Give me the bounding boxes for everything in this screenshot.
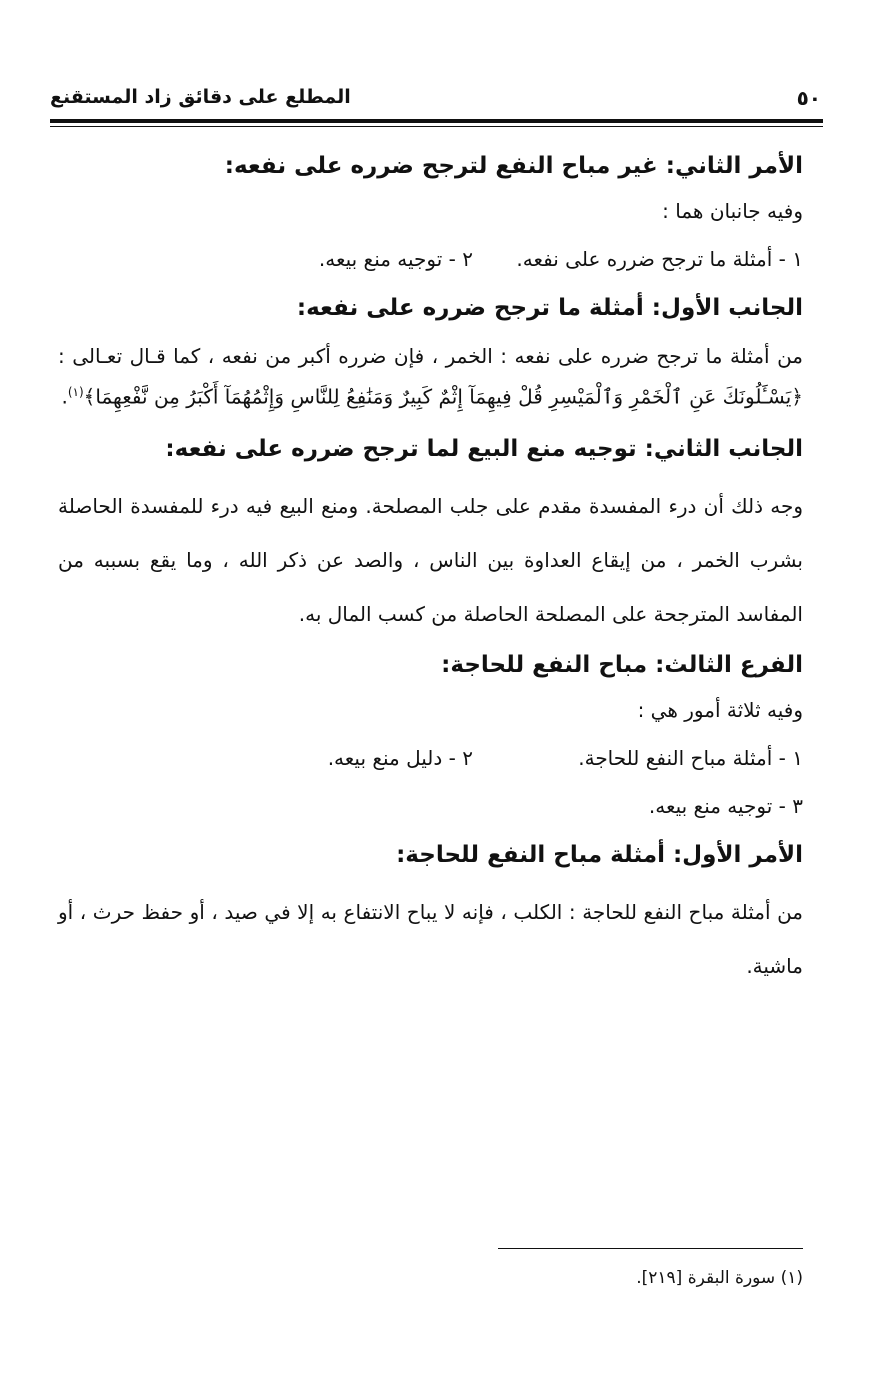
list-item: ١ - أمثلة مباح النفع للحاجة. xyxy=(578,745,803,770)
page-number: ٥٠ xyxy=(796,86,821,110)
footnote-marker: (١) xyxy=(67,385,84,399)
header-rule-thick xyxy=(50,119,823,123)
paragraph-end: . xyxy=(61,384,68,409)
running-title: المطلع على دقائق زاد المستقنع xyxy=(50,86,351,108)
section-heading: الجانب الثاني: توجيه منع البيع لما ترجح ضرره على نفعه: xyxy=(165,435,803,462)
section-heading: الفرع الثالث: مباح النفع للحاجة: xyxy=(441,651,803,678)
numbered-list xyxy=(58,244,803,274)
paragraph: من أمثلة مباح النفع للحاجة : الكلب ، فإنه لا يباح الانتفاع به إلا في صيد ، أو حفظ حرث ، أو ماشية. xyxy=(58,899,803,978)
list-item: ١ - أمثلة ما ترجح ضرره على نفعه. xyxy=(516,247,803,271)
numbered-list xyxy=(58,743,803,773)
paragraph-with-verse xyxy=(58,338,803,415)
list-item: ٢ - توجيه منع بيعه. xyxy=(318,247,473,271)
footnote: (١) سورة البقرة [٢١٩]. xyxy=(636,1268,803,1288)
section-heading: الجانب الأول: أمثلة ما ترجح ضرره على نفعه: xyxy=(296,295,803,321)
section-heading: الأمر الثاني: غير مباح النفع لترجح ضرره على نفعه: xyxy=(224,153,803,179)
list-item: ٢ - دليل منع بيعه. xyxy=(327,745,473,770)
header-rule-thin xyxy=(50,126,823,127)
list-item: ٣ - توجيه منع بيعه. xyxy=(648,793,803,818)
paragraph: وفيه ثلاثة أمور هي : xyxy=(637,697,803,722)
paragraph: وجه ذلك أن درء المفسدة مقدم على جلب المصلحة. ومنع البيع فيه درء للمفسدة الحاصلة بشرب الخمر ، من إيقاع العداوة بين الناس ، والصد عن ذكر الله ، وما يقع بسببه من المفاسد المترجحة على المصلحة الحاصلة من كسب المال به. xyxy=(58,493,803,626)
footnote-rule xyxy=(498,1248,803,1249)
page-header xyxy=(50,78,823,118)
section-heading: الأمر الأول: أمثلة مباح النفع للحاجة: xyxy=(396,841,803,868)
paragraph: وفيه جانبان هما : xyxy=(662,199,803,223)
page-body xyxy=(58,150,803,997)
paragraph-text: من أمثلة ما ترجح ضرره على نفعه : الخمر ، فإن ضرره أكبر من نفعه ، كما قـال تعـالى : ﴿يَسْـَٔلُونَكَ عَنِ ٱلْخَمْرِ وَٱلْمَيْسِرِ قُلْ فِيهِمَآ إِثْمٌ كَبِيرٌ وَمَنَٰفِعُ لِلنَّاسِ وَإِثْمُهُمَآ أَكْبَرُ مِن نَّفْعِهِمَا﴾ xyxy=(58,344,803,409)
